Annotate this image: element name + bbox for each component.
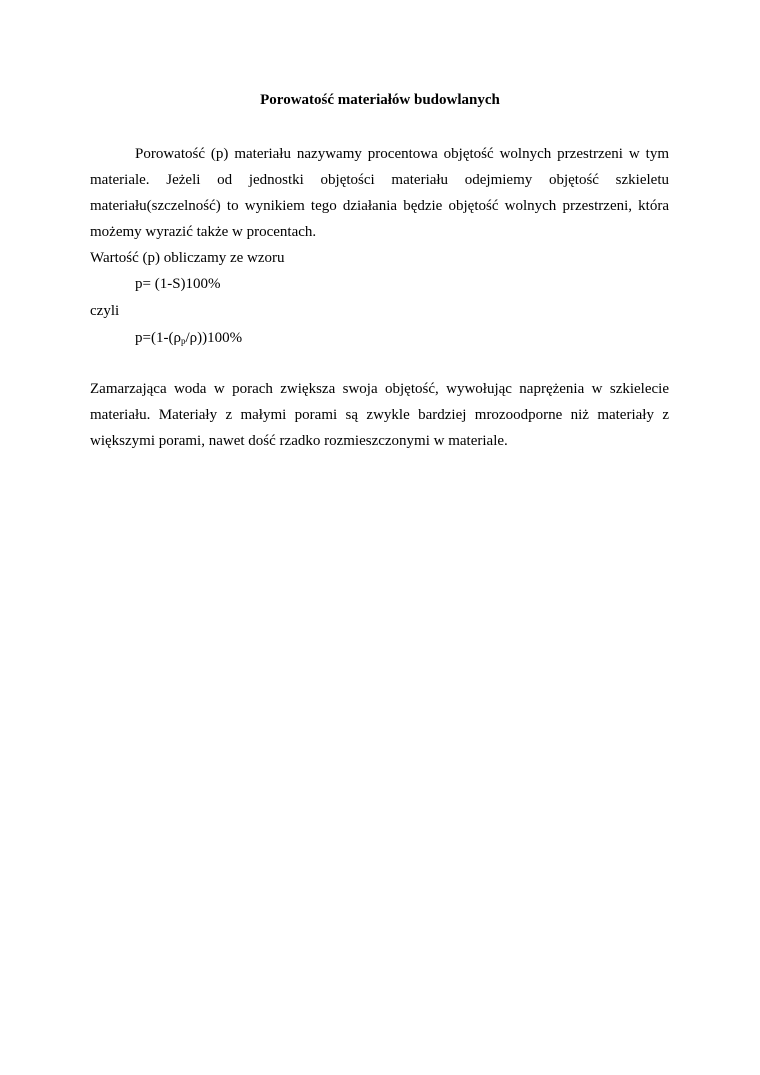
formula2-subscript: p	[180, 336, 186, 346]
paragraph-frost: Zamarzająca woda w porach zwiększa swoja objętość, wywołując naprężenia w szkielecie materiału. Materiały z małymi porami są zwykle bardziej mrozoodporne niż materiały z większymi porami, nawet dość rzadko rozmieszczonymi w materiale.	[90, 381, 669, 449]
paragraph-definition: Porowatość (p) materiału nazywamy procentowa objętość wolnych przestrzeni w tym materiale. Jeżeli od jednostki objętości materiału odejmiemy objętość szkieletu materiału(szczelność) to wynikiem tego działania będzie objętość wolnych przestrzeni, która możemy wyrazić także w procentach.	[90, 146, 669, 240]
document-title: Porowatość materiałów budowlanych	[260, 92, 500, 108]
czyli-connector: czyli	[90, 303, 120, 319]
formula-intro-line: Wartość (p) obliczamy ze wzoru	[90, 250, 285, 266]
formula-porosity-density	[135, 325, 242, 351]
formula-porosity-basic: p= (1-S)100%	[135, 276, 221, 292]
formula2-suffix: /ρ))100%	[185, 330, 243, 346]
formula2-prefix: p=(1-(ρ	[135, 330, 181, 346]
